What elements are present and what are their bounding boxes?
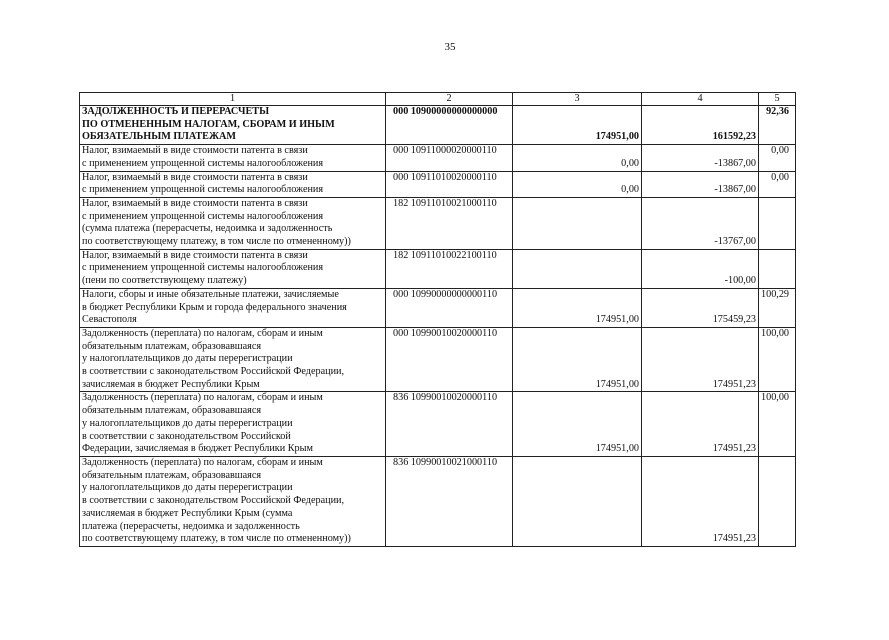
- row-name: ЗАДОЛЖЕННОСТЬ И ПЕРЕРАСЧЕТЫ ПО ОТМЕНЕННЫМ НАЛОГАМ, СБОРАМ И ИНЫМ ОБЯЗАТЕЛЬНЫМ ПЛАТЕЖАМ: [80, 106, 386, 145]
- row-name: Налог, взимаемый в виде стоимости патента в связи с применением упрощенной системы налогообложения (сумма платежа (перерасчеты, недоимка и задолженность по соответствующему платежу, в том числе по отмененному)): [80, 197, 386, 249]
- row-plan: 0,00: [513, 145, 642, 171]
- row-percent: 100,29: [759, 288, 796, 327]
- table-row: [80, 106, 796, 145]
- row-fact: -13867,00: [642, 145, 759, 171]
- row-percent: 0,00: [759, 145, 796, 171]
- row-code: 836 10990010021000110: [386, 456, 513, 546]
- table-row: [80, 288, 796, 327]
- table-row: [80, 456, 796, 546]
- row-code: 000 10900000000000000: [386, 106, 513, 145]
- table-row: [80, 171, 796, 197]
- row-plan: [513, 197, 642, 249]
- column-number-row: [80, 93, 796, 106]
- row-name: Задолженность (переплата) по налогам, сборам и иным обязательным платежам, образовавшаяся у налогоплательщиков до даты перерегистрации в соответствии с законодательством Российской Федерации, зачисляемая в бюджет Республики Крым: [80, 327, 386, 392]
- row-name: Задолженность (переплата) по налогам, сборам и иным обязательным платежам, образовавшаяся у налогоплательщиков до даты перерегистрации в соответствии с законодательством Российской Федерации, зачисляемая в бюджет Республики Крым: [80, 392, 386, 457]
- row-code: 000 10911000020000110: [386, 145, 513, 171]
- row-code: 000 10911010020000110: [386, 171, 513, 197]
- row-percent: 92,36: [759, 106, 796, 145]
- table-row: [80, 327, 796, 392]
- row-fact: 174951,23: [642, 392, 759, 457]
- row-plan: 174951,00: [513, 327, 642, 392]
- row-code: 000 10990010020000110: [386, 327, 513, 392]
- column-number: 4: [642, 93, 759, 106]
- budget-table: [79, 92, 796, 547]
- row-fact: 175459,23: [642, 288, 759, 327]
- row-fact: 174951,23: [642, 327, 759, 392]
- row-fact: -13867,00: [642, 171, 759, 197]
- row-code: 182 10911010022100110: [386, 249, 513, 288]
- row-percent: [759, 456, 796, 546]
- row-fact: -13767,00: [642, 197, 759, 249]
- row-percent: 100,00: [759, 327, 796, 392]
- row-percent: [759, 197, 796, 249]
- row-name: Налог, взимаемый в виде стоимости патента в связи с применением упрощенной системы налогообложения: [80, 145, 386, 171]
- row-fact: -100,00: [642, 249, 759, 288]
- column-number: 1: [80, 93, 386, 106]
- row-name: Налог, взимаемый в виде стоимости патента в связи с применением упрощенной системы налогообложения (пени по соответствующему платежу): [80, 249, 386, 288]
- table-row: [80, 392, 796, 457]
- row-plan: 174951,00: [513, 392, 642, 457]
- row-percent: 0,00: [759, 171, 796, 197]
- row-plan: [513, 456, 642, 546]
- row-percent: 100,00: [759, 392, 796, 457]
- row-plan: 0,00: [513, 171, 642, 197]
- row-plan: 174951,00: [513, 106, 642, 145]
- row-fact: 161592,23: [642, 106, 759, 145]
- table-row: [80, 145, 796, 171]
- table-row: [80, 197, 796, 249]
- column-number: 2: [386, 93, 513, 106]
- row-plan: 174951,00: [513, 288, 642, 327]
- column-number: 5: [759, 93, 796, 106]
- row-fact: 174951,23: [642, 456, 759, 546]
- row-name: Задолженность (переплата) по налогам, сборам и иным обязательным платежам, образовавшаяся у налогоплательщиков до даты перерегистрации в соответствии с законодательством Российской Федерации, зачисляемая в бюджет Республики Крым (сумма платежа (перерасчеты, недоимка и задолженность по соответствующему платежу, в том числе по отмененному)): [80, 456, 386, 546]
- row-plan: [513, 249, 642, 288]
- page-number: 35: [444, 41, 456, 53]
- table-row: [80, 249, 796, 288]
- column-number: 3: [513, 93, 642, 106]
- row-percent: [759, 249, 796, 288]
- row-code: 836 10990010020000110: [386, 392, 513, 457]
- row-code: 000 10990000000000110: [386, 288, 513, 327]
- row-code: 182 10911010021000110: [386, 197, 513, 249]
- row-name: Налоги, сборы и иные обязательные платежи, зачисляемые в бюджет Республики Крым и города федерального значения Севастополя: [80, 288, 386, 327]
- row-name: Налог, взимаемый в виде стоимости патента в связи с применением упрощенной системы налогообложения: [80, 171, 386, 197]
